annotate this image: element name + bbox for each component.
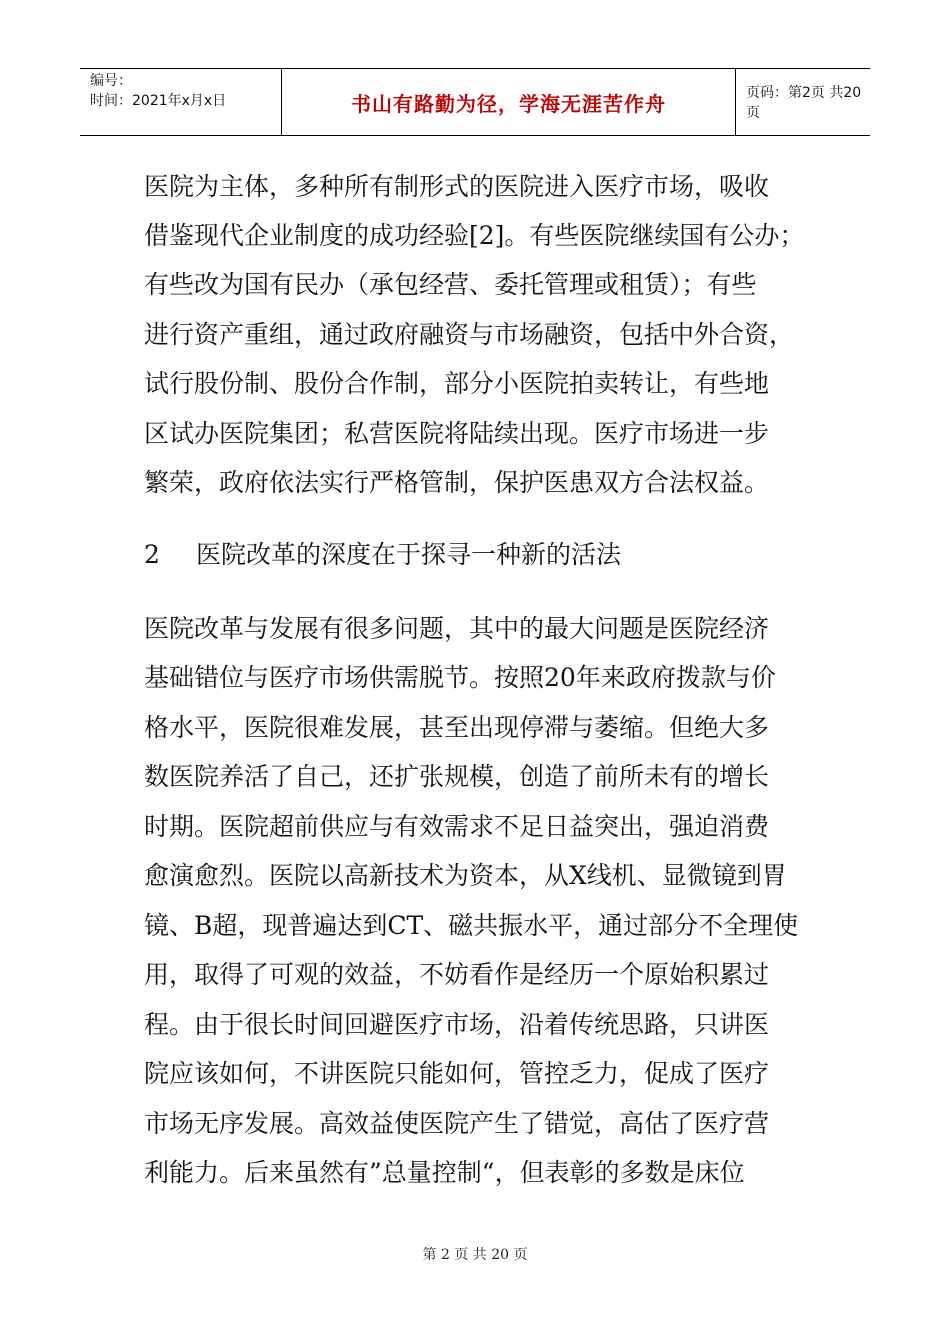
header-page-label: 页码：第2页 共20页 — [746, 85, 862, 121]
text-line: 用，取得了可观的效益，不妨看作是经历一个原始积累过 — [144, 960, 770, 989]
page-header — [80, 68, 870, 136]
text-line: 试行股份制、股份合作制，部分小医院拍卖转让，有些地 — [144, 369, 770, 398]
page-footer: 第 2 页 共 20 页 — [422, 1247, 528, 1263]
text-line: 镜、B超，现普遍达到CT、磁共振水平，通过部分不全理使 — [144, 911, 799, 940]
text-line: 有些改为国有民办（承包经营、委托管理或租赁）；有些 — [144, 270, 757, 299]
text-line: 医院改革与发展有很多问题，其中的最大问题是医院经济 — [144, 614, 770, 643]
text-line: 基础错位与医疗市场供需脱节。按照20年来政府拨款与价 — [144, 663, 776, 692]
text-line: 借鉴现代企业制度的成功经验[2]。有些医院继续国有公办； — [144, 221, 805, 250]
time-label: 时间：2021年x月x日 — [90, 93, 227, 109]
text-line: 院应该如何，不讲医院只能如何，管控乏力，促成了医疗 — [144, 1059, 770, 1088]
text-line: 愈演愈烈。医院以高新技术为资本，从X线机、显微镜到胃 — [144, 861, 787, 890]
text-line: 医院为主体，多种所有制形式的医院进入医疗市场，吸收 — [144, 172, 770, 201]
text-line: 区试办医院集团；私营医院将陆续出现。医疗市场进一步 — [144, 419, 770, 448]
header-meta — [80, 69, 282, 135]
text-line: 市场无序发展。高效益使医院产生了错觉，高估了医疗营 — [144, 1109, 770, 1138]
section-title: 医院改革的深度在于探寻一种新的活法 — [196, 540, 622, 569]
text-line: 程。由于很长时间回避医疗市场，沿着传统思路，只讲医 — [144, 1010, 770, 1039]
number-label: 编号： — [90, 73, 132, 89]
text-line: 进行资产重组，通过政府融资与市场融资，包括中外合资， — [144, 320, 795, 349]
text-line: 时期。医院超前供应与有效需求不足日益突出，强迫消费 — [144, 812, 770, 841]
text-line: 利能力。后来虽然有”总量控制“，但表彰的多数是床位 — [144, 1158, 745, 1187]
text-line: 数医院养活了自己，还扩张规模，创造了前所未有的增长 — [144, 762, 770, 791]
text-line: 格水平，医院很难发展，甚至出现停滞与萎缩。但绝大多 — [144, 713, 770, 742]
text-line: 繁荣，政府依法实行严格管制，保护医患双方合法权益。 — [144, 468, 770, 497]
header-motto: 书山有路勤为径，学海无涯苦作舟 — [282, 69, 736, 135]
section-number: 2 — [144, 540, 160, 569]
